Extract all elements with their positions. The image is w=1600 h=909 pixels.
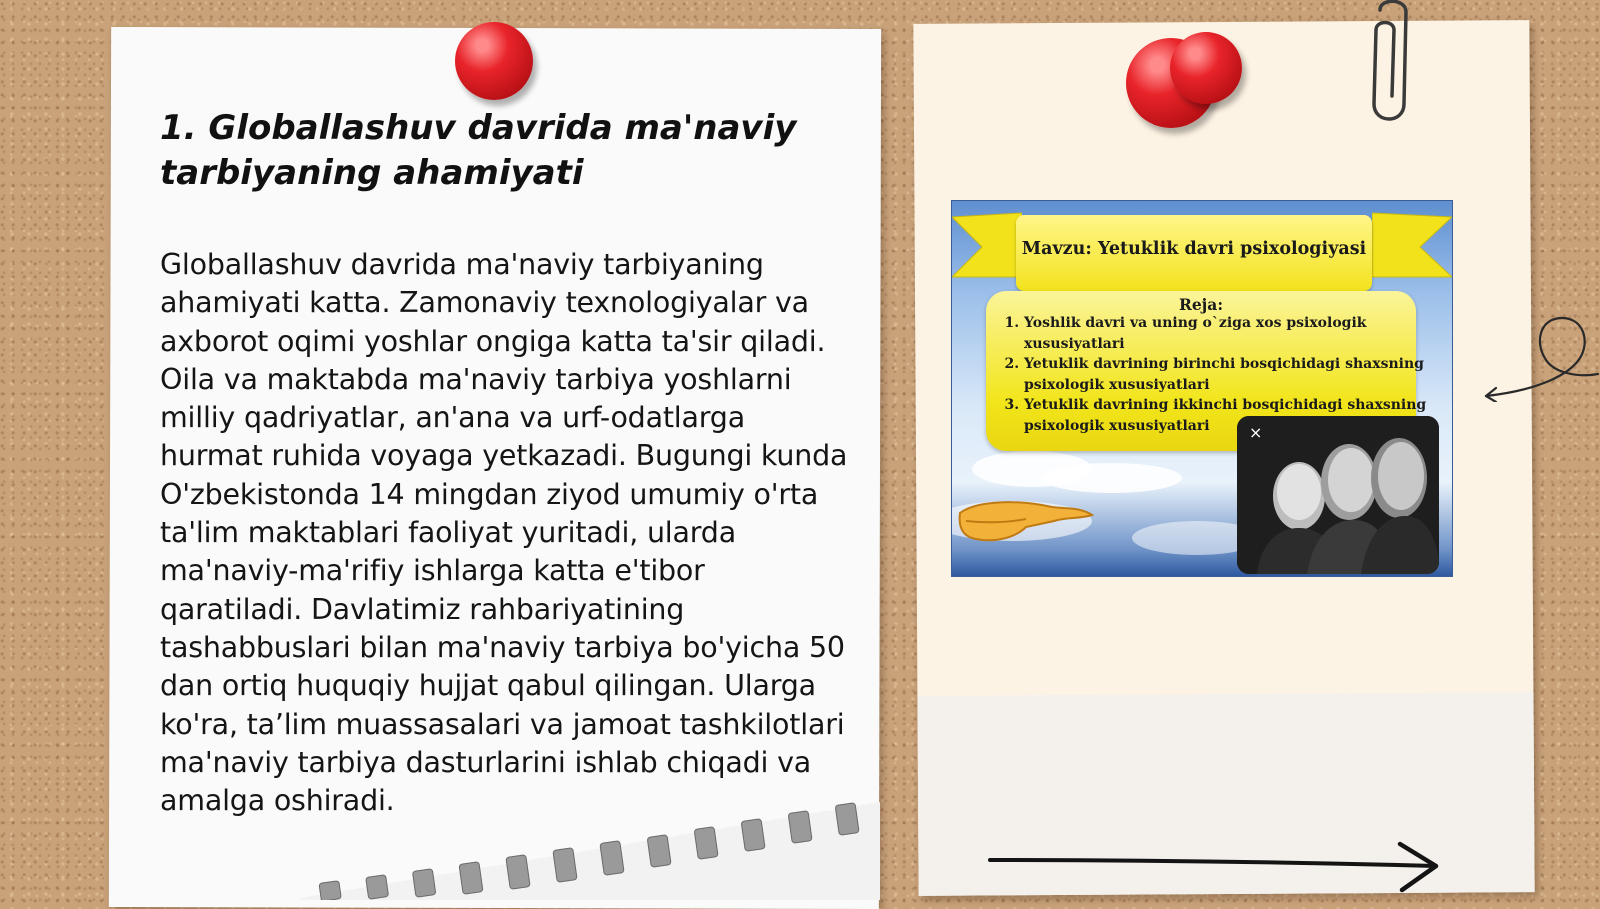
cloud-shape [1042,463,1182,493]
video-player[interactable] [1237,416,1439,574]
body-paragraph: Globallashuv davrida ma'naviy tarbiyaning ahamiyati katta. Zamonaviy texnologiyalar va axborot oqimi yoshlar ongiga katta ta'sir qiladi. Oila va maktabda ma'naviy tarbiya yoshlarni milliy qadriyatlar, an'ana va urf-odatlarga hurmat ruhida voyaga yetkazadi. Bugungi kunda O'zbekistonda 14 mingdan ziyod umumiy o'rta ta'lim maktablari faoliyat yuritadi, ularda ma'naviy-ma'rifiy ishlarga katta e'tibor qaratiladi. Davlatimiz rahbariyatining tashabbuslari bilan ma'naviy tarbiya bo'yicha 50 dan ortiq huquqiy hujjat qabul qilingan. Ularga ko'ra, ta’lim muassasalari va jamoat tashkilotlari ma'naviy tarbiya dasturlarini ishlab chiqadi va amalga oshiradi. [160,248,848,818]
page-title: 1. Globallashuv davrida ma'naviy tarbiyaning ahamiyati [160,108,797,193]
push-pin-icon [455,22,533,100]
slide-title: Mavzu: Yetuklik davri psixologiyasi [1021,239,1367,259]
close-icon[interactable]: × [1249,423,1263,442]
ribbon-tail-left [952,207,1022,287]
paper-clip-icon [1368,0,1412,126]
pointing-hand-icon [956,493,1096,553]
ribbon-tail-right [1372,207,1452,287]
plan-title: Reja: [1178,295,1224,314]
slide-image [951,200,1453,577]
push-pin-icon [1170,32,1242,104]
arrow-right-icon [988,840,1448,900]
portrait-faces-image [1237,416,1439,574]
plan-item: 1. Yoshlik davri va uning o`ziga xos psixologik xususiyatlari [1024,313,1436,354]
plan-item: 2. Yetuklik davrining birinchi bosqichidagi shaxsning psixologik xususiyatlari [1024,354,1436,395]
plan-item: 3. Yetuklik davrining ikkinchi bosqichidagi shaxsning psixologik xususiyatlari [1024,395,1436,436]
scribble-loop-decoration [1480,312,1600,402]
notebook-spiral-decoration [300,800,880,900]
